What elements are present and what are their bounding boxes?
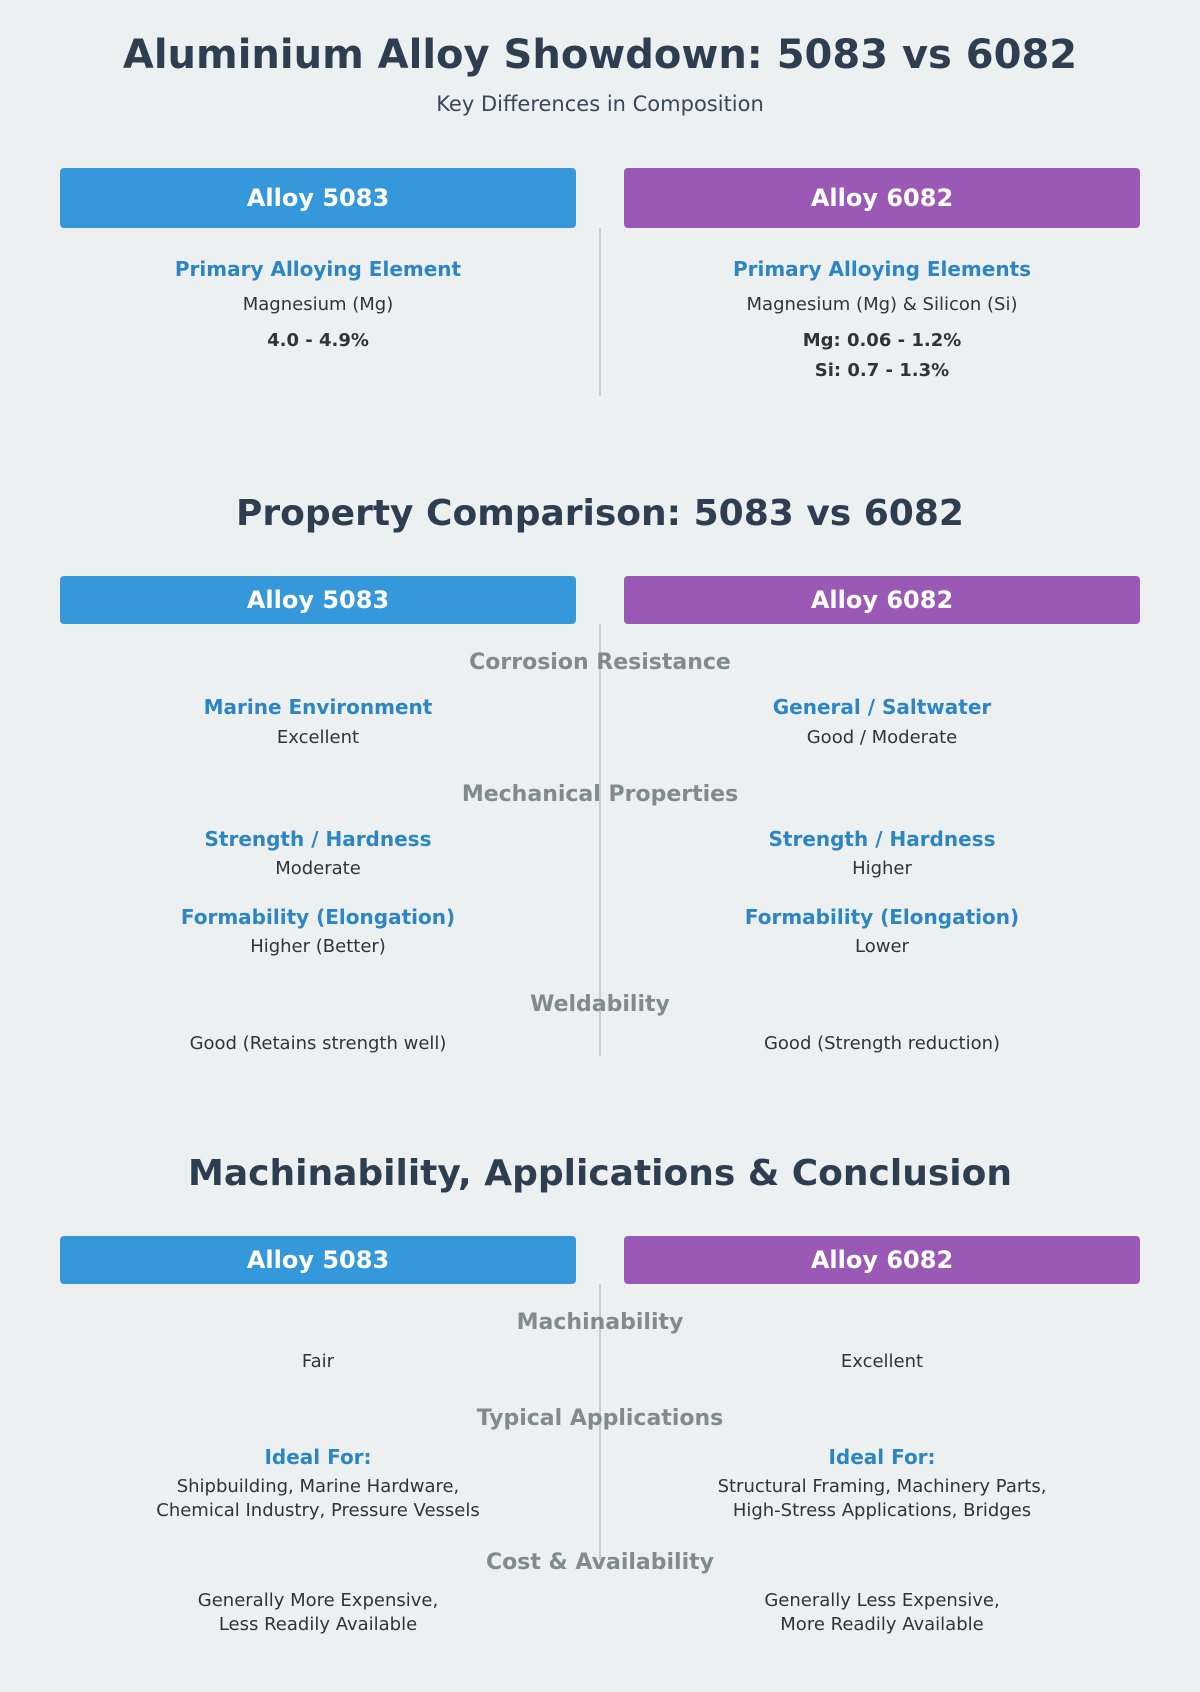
composition-6082-element: Magnesium (Mg) & Silicon (Si) — [746, 294, 1018, 315]
cost-5083-line2: Less Readily Available — [218, 1614, 418, 1635]
composition-6082-si-range: Si: 0.7 - 1.3% — [814, 360, 950, 381]
applications-5083-label: Ideal For: — [264, 1445, 372, 1469]
composition-6082-label: Primary Alloying Elements — [732, 257, 1032, 281]
applications-title: Machinability, Applications & Conclusion — [188, 1153, 1012, 1194]
corrosion-heading: Corrosion Resistance — [469, 650, 731, 675]
properties-header-6082: Alloy 6082 — [624, 576, 1140, 624]
corrosion-5083-label: Marine Environment — [203, 695, 433, 719]
formability-6082-label: Formability (Elongation) — [744, 905, 1020, 929]
weldability-6082-value: Good (Strength reduction) — [763, 1033, 1001, 1054]
corrosion-6082-label: General / Saltwater — [772, 695, 992, 719]
formability-5083-label: Formability (Elongation) — [180, 905, 456, 929]
composition-6082-mg-range: Mg: 0.06 - 1.2% — [802, 330, 962, 351]
composition-header-5083: Alloy 5083 — [60, 168, 576, 228]
formability-6082-value: Lower — [855, 936, 909, 957]
applications-6082-label: Ideal For: — [828, 1445, 936, 1469]
typical-applications-heading: Typical Applications — [476, 1406, 724, 1431]
properties-header-5083: Alloy 5083 — [60, 576, 576, 624]
applications-header-6082: Alloy 6082 — [624, 1236, 1140, 1284]
corrosion-6082-value: Good / Moderate — [806, 727, 958, 748]
page-subtitle: Key Differences in Composition — [436, 92, 764, 116]
strength-6082-value: Higher — [852, 858, 912, 879]
cost-5083-line1: Generally More Expensive, — [197, 1590, 439, 1611]
machinability-5083-value: Fair — [301, 1351, 335, 1372]
composition-5083-element: Magnesium (Mg) — [242, 294, 394, 315]
cost-6082-line1: Generally Less Expensive, — [764, 1590, 1000, 1611]
applications-5083-line1: Shipbuilding, Marine Hardware, — [176, 1476, 460, 1497]
mechanical-heading: Mechanical Properties — [461, 782, 739, 807]
page-title: Aluminium Alloy Showdown: 5083 vs 6082 — [122, 32, 1078, 78]
machinability-heading: Machinability — [516, 1310, 684, 1335]
applications-5083-line2: Chemical Industry, Pressure Vessels — [156, 1500, 480, 1521]
weldability-heading: Weldability — [530, 992, 670, 1017]
corrosion-5083-value: Excellent — [276, 727, 360, 748]
strength-5083-label: Strength / Hardness — [204, 827, 432, 851]
formability-5083-value: Higher (Better) — [250, 936, 386, 957]
composition-5083-range: 4.0 - 4.9% — [267, 330, 369, 351]
composition-header-6082: Alloy 6082 — [624, 168, 1140, 228]
composition-5083-label: Primary Alloying Element — [174, 257, 462, 281]
cost-6082-line2: More Readily Available — [780, 1614, 984, 1635]
composition-divider — [599, 228, 601, 396]
strength-5083-value: Moderate — [275, 858, 361, 879]
machinability-6082-value: Excellent — [840, 1351, 924, 1372]
applications-header-5083: Alloy 5083 — [60, 1236, 576, 1284]
weldability-5083-value: Good (Retains strength well) — [189, 1033, 447, 1054]
applications-6082-line1: Structural Framing, Machinery Parts, — [717, 1476, 1047, 1497]
properties-title: Property Comparison: 5083 vs 6082 — [236, 493, 964, 534]
strength-6082-label: Strength / Hardness — [768, 827, 996, 851]
applications-6082-line2: High-Stress Applications, Bridges — [732, 1500, 1032, 1521]
cost-heading: Cost & Availability — [486, 1550, 714, 1575]
